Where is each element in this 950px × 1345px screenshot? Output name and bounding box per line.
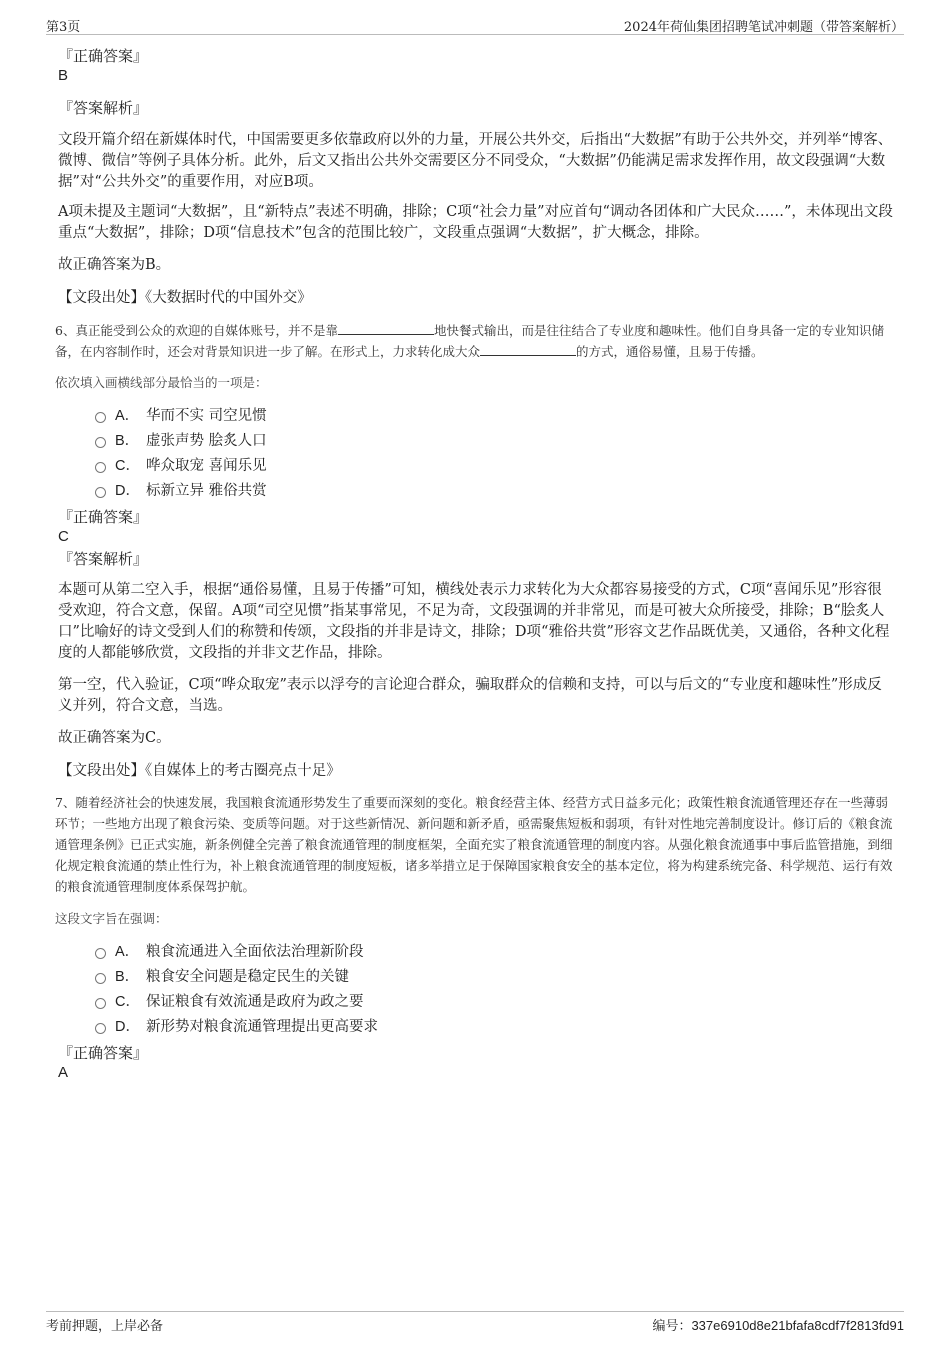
stem-text: 的方式，通俗易懂，且易于传播。 xyxy=(576,344,764,359)
analysis-paragraph: A项未提及主题词“大数据”，且“新特点”表述不明确，排除；C项“社会力量”对应首句“调动各团体和广大民众……”，未体现出文段重点“大数据”，排除；D项“信息技术”包含的范围比较广，文段重点强调“大数据”，扩大概念，排除。 xyxy=(58,204,893,241)
option-c[interactable] xyxy=(95,989,895,1014)
fill-blank xyxy=(480,342,576,356)
radio-icon[interactable] xyxy=(95,462,106,473)
option-text: 哗众取宠 喜闻乐见 xyxy=(146,457,267,474)
option-letter: B． xyxy=(115,968,140,985)
option-d[interactable] xyxy=(95,1014,895,1039)
document-title: 2024年荷仙集团招聘笔试冲刺题（带答案解析） xyxy=(623,20,904,35)
option-c[interactable] xyxy=(95,453,895,478)
option-d[interactable] xyxy=(95,478,895,503)
option-b[interactable] xyxy=(95,964,895,989)
analysis-paragraph: 故正确答案为B。 xyxy=(58,257,171,273)
correct-answer-label: 『正确答案』 xyxy=(58,508,149,526)
question-6-stem xyxy=(55,320,895,362)
analysis-paragraph: 第一空，代入验证，C项“哗众取宠”表示以浮夸的言论迎合群众，骗取群众的信赖和支持，可以与后文的“专业度和趣味性”形成反义并列，符合文意，当选。 xyxy=(58,677,882,714)
radio-icon[interactable] xyxy=(95,1023,106,1034)
passage-source: 【文段出处】《自媒体上的考古圈亮点十足》 xyxy=(58,763,341,779)
question-7-stem: 7、随着经济社会的快速发展，我国粮食流通形势发生了重要而深刻的变化。粮食经营主体、经营方式日益多元化；政策性粮食流通管理还存在一些薄弱环节；一些地方出现了粮食污染、变质等问题。对于这些新情况、新问题和新矛盾，亟需聚焦短板和弱项，有针对性地完善制度设计。修订后的《粮食流通管理条例》已正式实施，新条例健全完善了粮食流通管理的制度框架，全面充实了粮食流通管理的制度内容。从强化粮食流通事中事后监管措施，到细化规定粮食流通的禁止性行为，补上粮食流通管理的制度短板，诸多举措立足于保障国家粮食安全的基本定位，将为构建系统完备、科学规范、运行有效的粮食流通管理制度体系保驾护航。 xyxy=(55,795,893,894)
radio-icon[interactable] xyxy=(95,487,106,498)
correct-answer-label: 『正确答案』 xyxy=(58,1044,149,1062)
option-letter: B． xyxy=(115,432,140,449)
options-list xyxy=(95,939,895,1039)
page-content xyxy=(55,46,895,1083)
option-letter: A． xyxy=(115,943,140,960)
option-letter: A． xyxy=(115,407,140,424)
option-text: 华而不实 司空见惯 xyxy=(146,407,267,424)
page-number: 第3页 xyxy=(46,20,81,35)
radio-icon[interactable] xyxy=(95,973,106,984)
question-prompt: 依次填入画横线部分最恰当的一项是： xyxy=(55,375,268,390)
analysis-label: 『答案解析』 xyxy=(58,99,149,117)
option-text: 粮食流通进入全面依法治理新阶段 xyxy=(146,943,364,960)
analysis-paragraph: 故正确答案为C。 xyxy=(58,730,171,746)
option-letter: D． xyxy=(115,1018,140,1035)
analysis-label: 『答案解析』 xyxy=(58,550,149,568)
option-letter: C． xyxy=(115,993,140,1010)
correct-answer-label: 『正确答案』 xyxy=(58,47,149,65)
radio-icon[interactable] xyxy=(95,998,106,1009)
option-letter: D． xyxy=(115,482,140,499)
correct-answer-value: A xyxy=(58,1064,69,1081)
stem-text: 地快餐式输出，而是往往结合了专业度和趣味性。他们自身具备一定的专业知识储备，在内容制作时，还会对背景知识进一步了解。在形式上，力求转化成大众 xyxy=(55,323,884,359)
radio-icon[interactable] xyxy=(95,948,106,959)
option-text: 虚张声势 脍炙人口 xyxy=(146,432,267,449)
correct-answer-value: C xyxy=(58,528,69,545)
option-text: 标新立异 雅俗共赏 xyxy=(146,482,267,499)
document-id: 编号：337e6910d8e21bfafa8cdf7f2813fd91 xyxy=(652,1318,904,1333)
page-header xyxy=(46,14,904,35)
option-b[interactable] xyxy=(95,428,895,453)
analysis-paragraph: 文段开篇介绍在新媒体时代，中国需要更多依靠政府以外的力量，开展公共外交，后指出“大数据”有助于公共外交，并列举“博客、微博、微信”等例子具体分析。此外，后文又指出公共外交需要区分不同受众，“大数据”仍能满足需求发挥作用，故文段强调“大数据”对“公共外交”的重要作用，对应B项。 xyxy=(58,132,893,190)
option-letter: C． xyxy=(115,457,140,474)
page-footer xyxy=(46,1311,904,1334)
analysis-paragraph: 本题可从第二空入手，根据“通俗易懂，且易于传播”可知，横线处表示力求转化为大众都容易接受的方式，C项“喜闻乐见”形容很受欢迎，符合文意，保留。A项“司空见惯”指某事常见，不足为奇，文段强调的并非常见，而是可被大众所接受，排除；B“脍炙人口”比喻好的诗文受到人们的称赞和传颂，文段指的并非是诗文，排除；D项“雅俗共赏”形容文艺作品既优美，又通俗，各种文化程度的人都能够欣赏，文段指的并非文艺作品，排除。 xyxy=(58,582,890,661)
footer-slogan: 考前押题，上岸必备 xyxy=(46,1319,164,1334)
radio-icon[interactable] xyxy=(95,437,106,448)
stem-text: 6、真正能受到公众的欢迎的自媒体账号，并不是靠 xyxy=(55,323,338,338)
correct-answer-value: B xyxy=(58,67,69,84)
passage-source: 【文段出处】《大数据时代的中国外交》 xyxy=(58,290,312,306)
option-a[interactable] xyxy=(95,403,895,428)
options-list xyxy=(95,403,895,503)
option-a[interactable] xyxy=(95,939,895,964)
question-prompt: 这段文字旨在强调： xyxy=(55,911,168,926)
radio-icon[interactable] xyxy=(95,412,106,423)
option-text: 新形势对粮食流通管理提出更高要求 xyxy=(146,1018,378,1035)
option-text: 保证粮食有效流通是政府为政之要 xyxy=(146,993,364,1010)
fill-blank xyxy=(338,321,434,335)
option-text: 粮食安全问题是稳定民生的关键 xyxy=(146,968,349,985)
